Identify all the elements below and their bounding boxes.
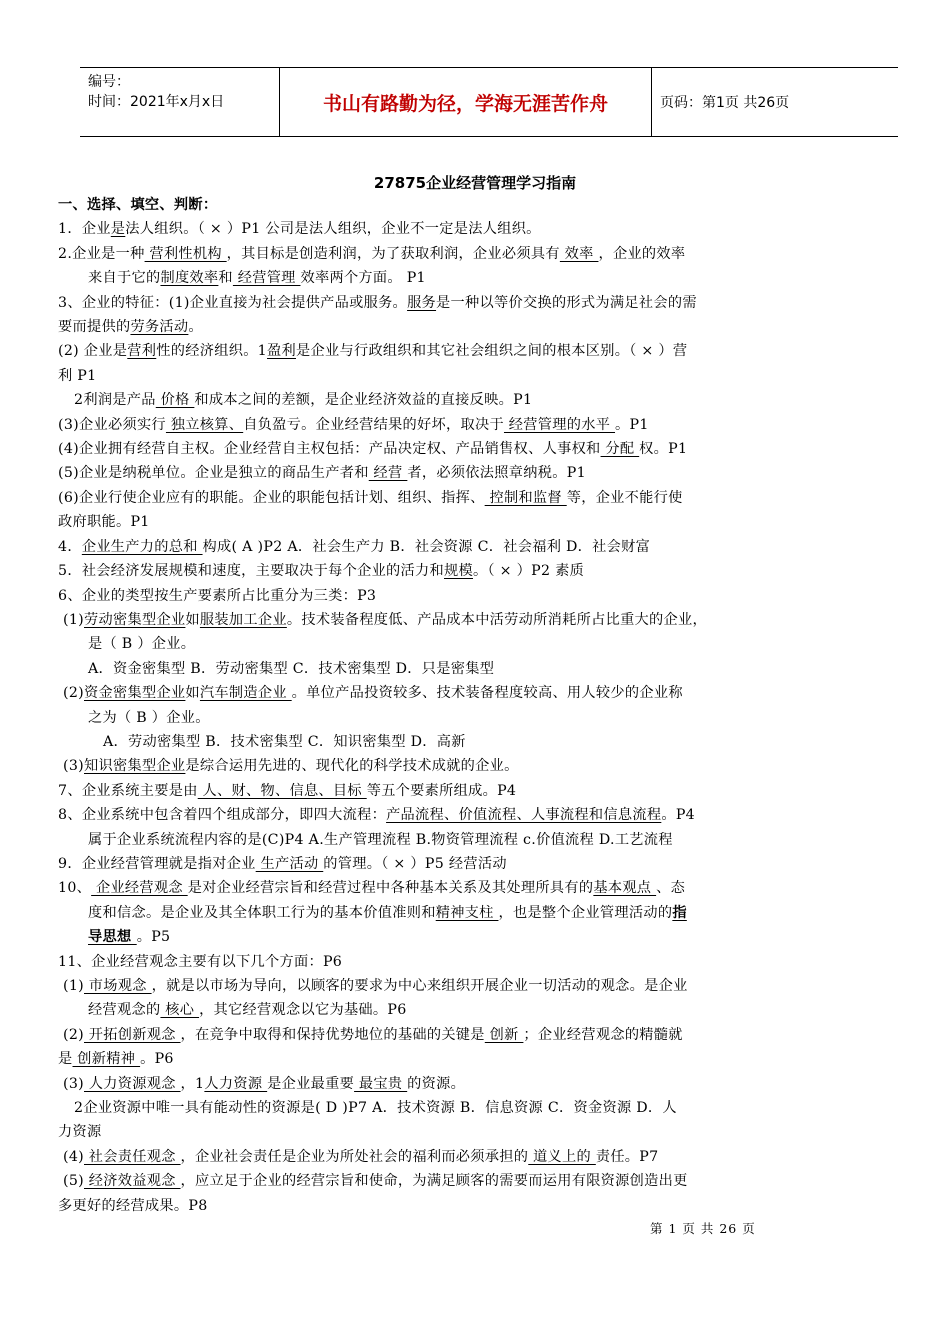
line-31: 11、企业经营观念主要有以下几个方面：P6 xyxy=(58,953,343,970)
line-6: (2) 企业是营利性的经济组织。1盈利是企业与行政组织和其它社会组织之间的根本区别。（ × ）营 xyxy=(58,343,688,360)
header-table xyxy=(80,67,898,137)
line-24: 7、企业系统主要是由 人、财、物、信息、目标 等五个要素所组成。P4 xyxy=(58,782,517,799)
line-28: 10、 企业经营观念 是对企业经营宗旨和经营过程中各种基本关系及其处理所具有的基本观点 、态 xyxy=(58,880,686,897)
document-body xyxy=(58,193,898,1218)
line-20: (2)资金密集型企业如汽车制造企业 。单位产品投资较多、技术装备程度较高、用人较少的企业称 xyxy=(63,685,683,702)
line-21: 之为（ B ）企业。 xyxy=(88,709,210,726)
line-33: 经营观念的 核心 ，其它经营观念以它为基础。P6 xyxy=(88,1002,407,1019)
line-38: 力资源 xyxy=(58,1124,102,1141)
line-40: (5) 经济效益观念 ，应立足于企业的经营宗旨和使命，为满足顾客的需要而运用有限资源创造出更 xyxy=(63,1173,688,1190)
line-32: (1) 市场观念 ，就是以市场为导向，以顾客的要求为中心来组织开展企业一切活动的观念。是企业 xyxy=(63,978,688,994)
line-7: 利 P1 xyxy=(58,367,97,384)
header-left-cell xyxy=(80,68,280,136)
line-19: A．资金密集型 B．劳动密集型 C．技术密集型 D．只是密集型 xyxy=(88,660,495,677)
line-22: A．劳动密集型 B．技术密集型 C．知识密集型 D．高新 xyxy=(103,733,466,750)
line-29: 度和信念。是企业及其全体职工行为的基本价值准则和精神支柱 ，也是整个企业管理活动的指 xyxy=(88,904,687,921)
line-16: 6、企业的类型按生产要素所占比重分为三类：P3 xyxy=(58,587,377,604)
line-8: 2利润是产品 价格 和成本之间的差额，是企业经济效益的直接反映。P1 xyxy=(74,392,533,409)
motto: 书山有路勤为径，学海无涯苦作舟 xyxy=(280,68,652,136)
line-12: (6)企业行使企业应有的职能。企业的职能包括计划、组织、指挥、 控制和监督 等，企业不能行使 xyxy=(58,489,683,506)
line-1: 1．企业是法人组织。（ × ）P1 公司是法人组织，企业不一定是法人组织。 xyxy=(58,221,541,238)
line-35: 是 创新精神 。P6 xyxy=(58,1051,174,1068)
line-14: 4．企业生产力的总和 构成( A )P2 A．社会生产力 B．社会资源 C．社会福利 D．社会财富 xyxy=(58,538,651,555)
line-37: 2企业资源中唯一具有能动性的资源是( D )P7 A．技术资源 B．信息资源 C．资金资源 D．人 xyxy=(74,1100,677,1117)
line-17: (1)劳动密集型企业如服装加工企业。技术装备程度低、产品成本中活劳动所消耗所占比重大的企业， xyxy=(63,611,707,628)
line-4: 3、企业的特征：(1)企业直接为社会提供产品或服务。服务是一种以等价交换的形式为满足社会的需 xyxy=(58,294,697,311)
line-5: 要而提供的劳务活动。 xyxy=(58,319,203,336)
line-2: 2.企业是一种 营利性机构 ，其目标是创造利润，为了获取利润，企业必须具有 效率 ，企业的效率 xyxy=(58,245,686,262)
line-26: 属于企业系统流程内容的是(C)P4 A.生产管理流程 B.物资管理流程 c.价值流程 D.工艺流程 xyxy=(88,831,673,848)
line-10: (4)企业拥有经营自主权。企业经营自主权包括：产品决定权、产品销售权、人事权和 分配 权。P1 xyxy=(58,441,688,458)
line-39: (4) 社会责任观念 ，企业社会责任是企业为所处社会的福利而必须承担的 道义上的 责任。P7 xyxy=(63,1148,659,1165)
line-11: (5)企业是纳税单位。企业是独立的商品生产者和 经营 者，必须依法照章纳税。P1 xyxy=(58,465,586,482)
line-13: 政府职能。P1 xyxy=(58,514,150,531)
document-title: 27875企业经营管理学习指南 xyxy=(373,174,577,192)
line-3: 来自于它的制度效率和 经营管理 效率两个方面。 P1 xyxy=(88,270,426,287)
line-41: 多更好的经营成果。P8 xyxy=(58,1197,208,1214)
line-30: 导思想 。P5 xyxy=(88,929,171,946)
page-info: 页码：第1页 共26页 xyxy=(660,95,790,111)
line-23: (3)知识密集型企业是综合运用先进的、现代化的科学技术成就的企业。 xyxy=(63,758,519,775)
line-34: (2) 开拓创新观念 ，在竞争中取得和保持优势地位的基础的关键是 创新 ；企业经营观念的精髓就 xyxy=(63,1026,683,1043)
date-label: 时间：2021年x月x日 xyxy=(88,94,225,110)
line-25: 8、企业系统中包含着四个组成部分，即四大流程：产品流程、价值流程、人事流程和信息流程。P4 xyxy=(58,807,695,824)
line-36: (3) 人力资源观念 ，1人力资源 是企业最重要 最宝贵 的资源。 xyxy=(63,1075,466,1092)
line-27: 9．企业经营管理就是指对企业 生产活动 的管理。（ × ）P5 经营活动 xyxy=(58,855,507,872)
line-15: 5．社会经济发展规模和速度，主要取决于每个企业的活力和规模。（ × ）P2 素质 xyxy=(58,563,585,580)
section-heading: 一、选择、填空、判断： xyxy=(58,197,218,213)
line-9: (3)企业必须实行 独立核算、自负盈亏。企业经营结果的好坏，取决于 经营管理的水平 。P1 xyxy=(58,416,649,433)
page-footer: 第 1 页 共 26 页 xyxy=(650,1221,756,1236)
number-label: 编号： xyxy=(88,74,130,90)
line-18: 是（ B ）企业。 xyxy=(88,636,196,653)
